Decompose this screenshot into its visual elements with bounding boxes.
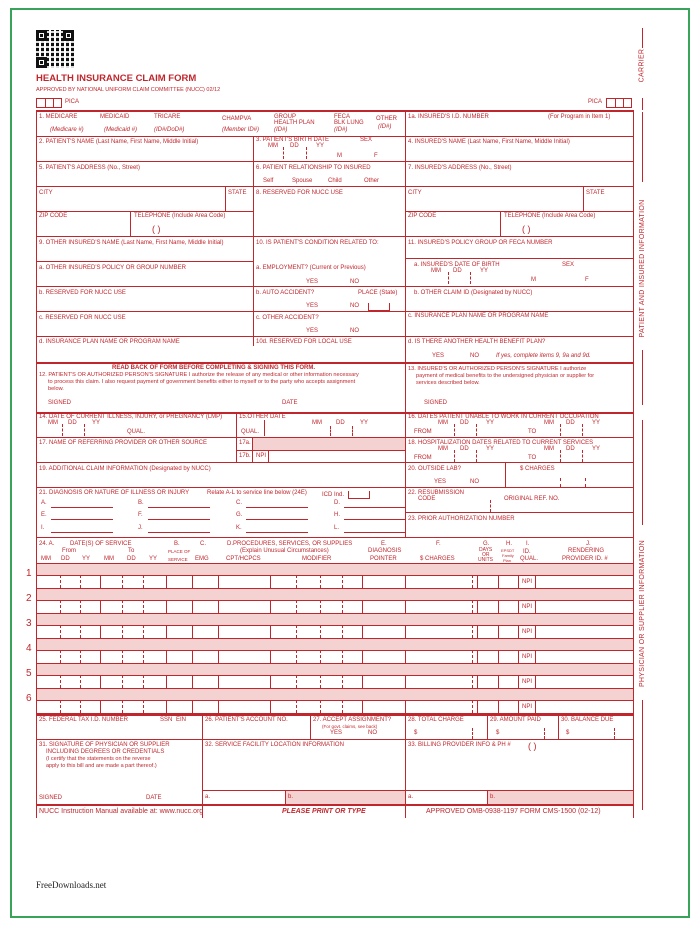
unable-to: TO (528, 429, 537, 435)
place-state-box[interactable] (368, 303, 390, 311)
service-supplemental-row[interactable] (37, 588, 633, 600)
hosp-from-dd: DD (460, 446, 469, 452)
medicaid-id: (Medicaid #) (104, 127, 138, 133)
date-31: DATE (146, 795, 162, 801)
illness-dd: DD (68, 420, 77, 426)
employment-label: a. EMPLOYMENT? (Current or Previous) (256, 265, 366, 271)
accept-assignment-label: 27. ACCEPT ASSIGNMENT? (313, 717, 392, 723)
other-yy: YY (360, 420, 369, 426)
sig12-line3: below. (48, 386, 64, 392)
insured-yy: YY (480, 268, 489, 274)
billing-label: 33. BILLING PROVIDER INFO & PH # (408, 742, 511, 748)
col-emg: EMG (195, 556, 209, 562)
service-npi-label: NPI (522, 704, 533, 710)
champva-id: (Member ID#) (222, 127, 260, 133)
outside-lab-yes: YES (434, 479, 447, 485)
icd-ind-label: ICD Ind. (322, 492, 345, 498)
illness-mm: MM (48, 420, 58, 426)
ein-label: EIN (176, 717, 187, 723)
sig12-line1: 12. PATIENT'S OR AUTHORIZED PERSON'S SIGNATURE I authorize the release of any medical or other information necessary (39, 372, 359, 378)
service-line-number: 1 (26, 568, 32, 579)
col-from-yy: YY (82, 556, 91, 562)
pica-right-box[interactable] (606, 98, 632, 108)
other-claim-label: b. OTHER CLAIM ID (Designated by NUCC) (414, 290, 533, 296)
pica-left-box[interactable] (36, 98, 62, 108)
employment-yes: YES (306, 279, 319, 285)
col-pointer: POINTER (370, 556, 397, 562)
other-accident-label: c. OTHER ACCIDENT? (256, 315, 319, 321)
another-plan-yes: YES (432, 353, 445, 359)
amount-paid-label: 29. AMOUNT PAID (490, 717, 541, 723)
facility-b-shade (286, 791, 405, 804)
col-service: SERVICE (168, 557, 188, 562)
telephone-label: TELEPHONE (Include Area Code) (134, 213, 226, 219)
govt-note: (For govt. claims, see back) (322, 724, 378, 729)
service-line-number: 5 (26, 668, 32, 679)
hosp-to: TO (528, 455, 537, 461)
col-diagnosis: DIAGNOSIS (368, 548, 402, 554)
omb-note: APPROVED OMB-0938-1197 FORM CMS-1500 (02-12) (426, 808, 601, 815)
plan-name-label: d. INSURANCE PLAN NAME OR PROGRAM NAME (39, 339, 180, 345)
col-units: UNITS (478, 557, 493, 563)
hosp-to-mm: MM (544, 446, 554, 452)
insured-mm: MM (431, 268, 441, 274)
service-line-number: 2 (26, 593, 32, 604)
diagnosis-letter: C. (236, 500, 242, 506)
zip-label: ZIP CODE (39, 213, 68, 219)
pica-right-label: PICA (588, 99, 603, 105)
account-label: 26. PATIENT'S ACCOUNT NO. (205, 717, 288, 723)
additional-info-label: 19. ADDITIONAL CLAIM INFORMATION (Designated by NUCC) (39, 466, 211, 472)
col-from-mm: MM (41, 556, 51, 562)
col-id: ID. (523, 549, 531, 555)
diagnosis-letter: J. (138, 525, 143, 531)
billing-b-shade (488, 791, 633, 804)
col-cpt: CPT/HCPCS (226, 556, 261, 562)
col-rendering: RENDERING (568, 548, 605, 554)
col-charges: $ CHARGES (420, 556, 455, 562)
col-to-mm: MM (104, 556, 114, 562)
place-state-label: PLACE (State) (358, 290, 398, 296)
signed-13: SIGNED (424, 400, 448, 406)
paid-dollar: $ (496, 730, 500, 736)
date-12: DATE (282, 400, 298, 406)
insured-state-label: STATE (586, 190, 605, 196)
billing-a: a. (408, 794, 414, 800)
unable-to-yy: YY (592, 420, 601, 426)
facility-label: 32. SERVICE FACILITY LOCATION INFORMATION (205, 742, 344, 748)
claim-codes-label: 10d. RESERVED FOR LOCAL USE (256, 339, 352, 345)
medicaid-label: MEDICAID (100, 114, 130, 120)
diagnosis-field[interactable] (246, 519, 308, 520)
reserved-8-label: 8. RESERVED FOR NUCC USE (256, 190, 343, 196)
col-to: To (128, 548, 135, 554)
insured-birth-label: a. INSURED'S DATE OF BIRTH (414, 262, 500, 268)
outside-lab-label: 20. OUTSIDE LAB? (408, 466, 462, 472)
insurance-plan-label: c. INSURANCE PLAN NAME OR PROGRAM NAME (408, 313, 549, 319)
service-supplemental-row[interactable] (37, 638, 633, 650)
other-label: OTHER (376, 116, 397, 122)
col-from-dd: DD (61, 556, 70, 562)
illness-label: 14. DATE OF CURRENT ILLNESS, INJURY, or PREGNANCY (LMP) (39, 414, 223, 420)
city-label: CITY (39, 190, 53, 196)
billing-b: b. (490, 794, 496, 800)
hosp-from: FROM (414, 455, 432, 461)
service-npi-label: NPI (522, 679, 533, 685)
insured-telephone-label: TELEPHONE (Include Area Code) (504, 213, 596, 219)
hospital-label: 18. HOSPITALIZATION DATES RELATED TO CURRENT SERVICES (408, 440, 594, 446)
policy-group-label: 11. INSURED'S POLICY GROUP OR FECA NUMBER (408, 240, 553, 246)
side-carrier: CARRIER (638, 48, 646, 83)
insured-phone-parens: ( ) (522, 224, 531, 234)
hosp-from-yy: YY (486, 446, 495, 452)
champva-label: CHAMPVA (222, 116, 252, 122)
diagnosis-field[interactable] (246, 532, 308, 533)
other-date-label: 15.OTHER DATE (239, 414, 286, 420)
unable-work-label: 16. DATES PATIENT UNABLE TO WORK IN CURRENT OCCUPATION (408, 414, 599, 420)
billing-phone-parens: ( ) (528, 741, 537, 751)
approved-line: APPROVED BY NATIONAL UNIFORM CLAIM COMMITTEE (NUCC) 02/12 (36, 87, 221, 93)
insured-dd: DD (453, 268, 462, 274)
diagnosis-letter: F. (138, 512, 143, 518)
patient-address-label: 5. PATIENT'S ADDRESS (No., Street) (39, 165, 140, 171)
other-mm: MM (312, 420, 322, 426)
insured-zip-label: ZIP CODE (408, 213, 437, 219)
col-explain: (Explain Unusual Circumstances) (240, 548, 329, 554)
col-to-dd: DD (127, 556, 136, 562)
service-line-number: 6 (26, 693, 32, 704)
other-rel-label: Other (364, 178, 380, 184)
sig31-line1: 31. SIGNATURE OF PHYSICIAN OR SUPPLIER (39, 742, 170, 748)
facility-a: a. (205, 794, 211, 800)
service-npi-label: NPI (522, 629, 533, 635)
group-label: GROUP (274, 114, 297, 120)
col-d: D.PROCEDURES, SERVICES, OR SUPPLIES (227, 541, 353, 547)
hosp-from-mm: MM (438, 446, 448, 452)
watermark: FreeDownloads.net (36, 880, 107, 890)
diagnosis-letter: L. (334, 525, 340, 531)
side-patient: PATIENT AND INSURED INFORMATION (639, 199, 646, 338)
diagnosis-letter: E. (41, 512, 47, 518)
reserved-c-label: c. RESERVED FOR NUCC USE (39, 315, 126, 321)
diagnosis-field[interactable] (148, 507, 210, 508)
phone-parens: ( ) (152, 224, 161, 234)
insured-id-label: 1a. INSURED'S I.D. NUMBER (408, 114, 489, 120)
col-dates: DATE(S) OF SERVICE (70, 541, 132, 547)
col-plan: Plan (503, 558, 512, 563)
prior-auth-label: 23. PRIOR AUTHORIZATION NUMBER (408, 516, 515, 522)
diagnosis-field[interactable] (246, 507, 308, 508)
col-h: H. (506, 541, 512, 547)
sig13-line2: payment of medical benefits to the undersigned physician or supplier for (416, 373, 595, 379)
diagnosis-field[interactable] (344, 532, 406, 533)
spouse-label: Spouse (292, 178, 313, 184)
feca-label: FECA (334, 114, 351, 120)
sig31-line4: apply to this bill and are made a part thereof.) (46, 763, 157, 769)
icd-ind-box[interactable] (348, 491, 370, 499)
sig13-line3: services described below. (416, 380, 480, 386)
service-line-number: 3 (26, 618, 32, 629)
reserved-b-label: b. RESERVED FOR NUCC USE (39, 290, 126, 296)
patient-name-label: 2. PATIENT'S NAME (Last Name, First Name, Middle Initial) (39, 139, 199, 145)
qr-code-icon (36, 30, 74, 68)
unable-from-mm: MM (438, 420, 448, 426)
relate-note: Relate A-L to service line below (24E) (207, 490, 307, 496)
service-supplemental-row[interactable] (37, 563, 633, 575)
service-supplemental-row[interactable] (37, 688, 633, 700)
employment-no: NO (350, 279, 359, 285)
pica-left-label: PICA (65, 99, 80, 105)
col-place: PLACE OF (168, 549, 191, 554)
diagnosis-field[interactable] (148, 519, 210, 520)
print-note: PLEASE PRINT OR TYPE (282, 808, 366, 815)
another-plan-no: NO (470, 353, 479, 359)
service-npi-label: NPI (522, 579, 533, 585)
program-note: (For Program in Item 1) (548, 114, 611, 120)
referring-label: 17. NAME OF REFERRING PROVIDER OR OTHER SOURCE (39, 440, 208, 446)
insured-f: F (585, 277, 589, 283)
box-17a-shade (252, 438, 405, 450)
resubmission-code: CODE (418, 496, 436, 502)
other-accident-no: NO (350, 328, 359, 334)
tricare-id: (ID#/DoD#) (154, 127, 185, 133)
diagnosis-letter: B. (138, 500, 144, 506)
self-label: Self (263, 178, 274, 184)
col-g: G. (483, 541, 490, 547)
sex-label: SEX (360, 137, 373, 143)
unable-from-dd: DD (460, 420, 469, 426)
auto-yes: YES (306, 303, 319, 309)
col-modifier: MODIFIER (302, 556, 332, 562)
sig13-line1: 13. INSURED'S OR AUTHORIZED PERSON'S SIGNATURE I authorize (408, 366, 587, 372)
col-days: DAYS (479, 547, 493, 553)
auto-accident-label: b. AUTO ACCIDENT? (256, 290, 315, 296)
accept-no: NO (368, 730, 377, 736)
signed-12: SIGNED (48, 400, 72, 406)
unable-from-yy: YY (486, 420, 495, 426)
diagnosis-letter: D. (334, 500, 340, 506)
mm-label: MM (268, 143, 278, 149)
box-17b: 17b. (239, 453, 251, 459)
diagnosis-label: 21. DIAGNOSIS OR NATURE OF ILLNESS OR INJURY (39, 490, 190, 496)
nucc-manual-note: NUCC Instruction Manual available at: www.nucc.org (39, 808, 204, 815)
insured-m: M (531, 277, 536, 283)
diagnosis-field[interactable] (344, 507, 406, 508)
total-charge-label: 28. TOTAL CHARGE (408, 717, 464, 723)
service-line-number: 4 (26, 643, 32, 654)
col-c: C. (200, 541, 206, 547)
service-npi-label: NPI (522, 604, 533, 610)
relationship-label: 6. PATIENT RELATIONSHIP TO INSURED (256, 165, 371, 171)
col-e: E. (381, 541, 387, 547)
col-family: Family (502, 553, 514, 558)
box-17b-npi: NPI (256, 453, 267, 459)
outside-lab-charges: $ CHARGES (520, 466, 555, 472)
outside-lab-no: NO (470, 479, 479, 485)
diagnosis-letter: I. (41, 525, 45, 531)
unable-to-dd: DD (566, 420, 575, 426)
yy-label: YY (316, 143, 325, 149)
total-dollar: $ (414, 730, 418, 736)
col-from: From (62, 548, 76, 554)
balance-label: 30. BALANCE DUE (561, 717, 614, 723)
feca-id: (ID#) (334, 127, 348, 133)
tax-id-label: 25. FEDERAL TAX I.D. NUMBER (39, 717, 128, 723)
signed-31: SIGNED (39, 795, 63, 801)
read-back-note: READ BACK OF FORM BEFORE COMPLETING & SIGNING THIS FORM. (112, 365, 315, 371)
illness-qual: QUAL. (127, 429, 146, 435)
col-epsdt: EPSDT (501, 548, 515, 553)
sig31-line2: INCLUDING DEGREES OR CREDENTIALS (46, 749, 165, 755)
condition-label: 10. IS PATIENT'S CONDITION RELATED TO: (256, 240, 379, 246)
other-policy-label: a. OTHER INSURED'S POLICY OR GROUP NUMBER (39, 265, 186, 271)
diagnosis-field[interactable] (51, 532, 113, 533)
col-provider: PROVIDER ID. # (562, 556, 608, 562)
state-label: STATE (228, 190, 247, 196)
insured-name-label: 4. INSURED'S NAME (Last Name, First Name, Middle Initial) (408, 139, 570, 145)
col-b: B. (174, 541, 180, 547)
col-qual: QUAL. (520, 556, 539, 562)
diagnosis-field[interactable] (344, 519, 406, 520)
diagnosis-field[interactable] (51, 507, 113, 508)
balance-dollar: $ (566, 730, 570, 736)
f-label: F (374, 153, 378, 159)
col-i: I. (526, 541, 530, 547)
tricare-label: TRICARE (154, 114, 181, 120)
box-17a: 17a. (239, 440, 251, 446)
sig31-line3: (I certify that the statements on the reverse (46, 756, 151, 762)
other-dd: DD (336, 420, 345, 426)
insured-sex-label: SEX (562, 262, 575, 268)
dd-label: DD (290, 143, 299, 149)
auto-no: NO (350, 303, 359, 309)
child-label: Child (328, 178, 342, 184)
group-label-2: HEALTH PLAN (274, 120, 315, 126)
ssn-label: SSN (160, 717, 173, 723)
insured-address-label: 7. INSURED'S ADDRESS (No., Street) (408, 165, 512, 171)
patient-birth-label: 3. PATIENT'S BIRTH DATE (256, 137, 330, 143)
unable-to-mm: MM (544, 420, 554, 426)
original-ref-label: ORIGINAL REF. NO. (504, 496, 560, 502)
diagnosis-field[interactable] (148, 532, 210, 533)
medicare-id: (Medicare #) (50, 127, 84, 133)
other-date-qual: QUAL. (241, 429, 260, 435)
medicare-label: 1. MEDICARE (39, 114, 78, 120)
col-to-yy: YY (149, 556, 158, 562)
m-label: M (337, 153, 342, 159)
col-j: J. (586, 541, 591, 547)
col-24a: 24. A. (39, 541, 55, 547)
service-npi-label: NPI (522, 654, 533, 660)
service-supplemental-row[interactable] (37, 613, 633, 625)
other-accident-yes: YES (306, 328, 319, 334)
diagnosis-field[interactable] (51, 519, 113, 520)
col-f: F. (436, 541, 441, 547)
diagnosis-letter: A. (41, 500, 47, 506)
sig12-line2: to process this claim. I also request payment of government benefits either to myself or to the party who accepts assignment (48, 379, 356, 385)
hosp-to-dd: DD (566, 446, 575, 452)
group-id: (ID#) (274, 127, 288, 133)
another-plan-label: d. IS THERE ANOTHER HEALTH BENEFIT PLAN? (408, 339, 546, 345)
form-title: HEALTH INSURANCE CLAIM FORM (36, 73, 197, 84)
diagnosis-letter: H. (334, 512, 340, 518)
illness-yy: YY (92, 420, 101, 426)
service-supplemental-row[interactable] (37, 663, 633, 675)
col-or: OR (482, 552, 490, 558)
feca-label-2: BLK LUNG (334, 120, 364, 126)
facility-b: b. (288, 794, 294, 800)
accept-yes: YES (330, 730, 343, 736)
diagnosis-letter: K. (236, 525, 242, 531)
diagnosis-letter: G. (236, 512, 243, 518)
if-yes-note: If yes, complete items 9, 9a and 9d. (496, 353, 591, 359)
side-physician: PHYSICIAN OR SUPPLIER INFORMATION (639, 539, 646, 688)
other-insured-label: 9. OTHER INSURED'S NAME (Last Name, First Name, Middle Initial) (39, 240, 224, 246)
unable-from: FROM (414, 429, 432, 435)
resubmission-label: 22. RESUBMISSION (408, 490, 465, 496)
insured-city-label: CITY (408, 190, 422, 196)
other-id: (ID#) (378, 124, 392, 130)
hosp-to-yy: YY (592, 446, 601, 452)
